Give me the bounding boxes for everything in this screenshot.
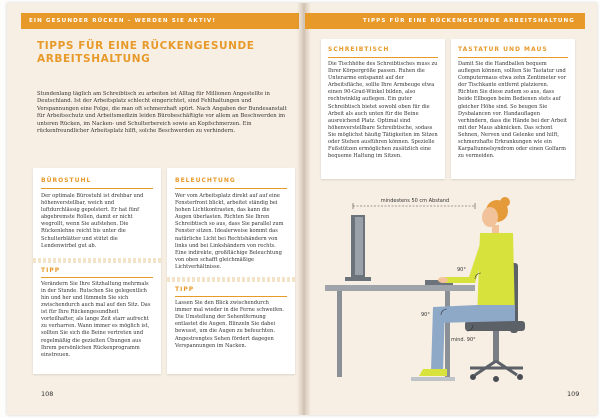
figure-thigh — [433, 305, 515, 323]
chair-base — [470, 361, 523, 375]
divider — [41, 277, 153, 278]
figure-shoe — [419, 369, 447, 376]
footrest — [411, 377, 455, 381]
card-heading: SCHREIBTISCH — [328, 46, 390, 53]
card-heading: BÜROSTUHL — [41, 177, 92, 184]
figure-hand — [438, 277, 448, 283]
tip-text: Verändern Sie Ihre Sitzhaltung mehrmals in der Stunde. Rutschen Sie gelegentlich hin und her und lümmeln Sie sich zwischendurch auch mal auf den Sitz. Das ist für Ihre Rückengesundheit vorteilhafter, als lange Zeit starr aufrecht zu verharren. Wann immer es möglich ist, sollten Sie sich die Beine vertreten und regelmäßig die gezielten Übungen aus Ihrem persönlichen Rückenprogramm einstreuen. — [41, 280, 151, 358]
page-number-right: 109 — [567, 390, 580, 398]
card-text: Der optimale Bürostuhl ist drehbar und höhenverstellbar, weich und luftdurchlässig gepolstert. Er hat fünf abgebremste Rollen, damit er nicht wegrollt, wenn Sie aufstehen. Die Rückenlehne reicht bis unter die Schulterblätter und stützt die Lendenwirbel gut ab. — [41, 193, 144, 249]
angle-label: mind. 90° — [451, 337, 476, 343]
card-buerostuhl — [33, 168, 161, 374]
card-text: Damit Sie die Handballen bequem auflegen können, sollten Sie Tastatur und Computermaus etwa zehn Zentimeter vor der Tischkante entfernt platzieren. Richten Sie diese zudem so aus, dass beide Ellbogen beim Bedienen stets auf gleicher Höhe sind. So beugen Sie Dysbalancen vor. Handauflagen verhindern, dass die Hände bei der Arbeit mit der Maus abknicken. Das schont Sehnen, Nerven und Gelenke und hilft, schmerzhafte Erkrankungen wie ein Karpaltunnelsyndrom oder einen Golfarm zu vermeiden. — [458, 61, 567, 160]
distance-label: mindestens 50 cm Abstand — [380, 198, 450, 204]
chair-seat — [465, 321, 525, 331]
right-page — [305, 3, 597, 415]
card-text: Wer vom Arbeitsplatz direkt auf auf eine Fensterfront blickt, arbeitet ständig bei hohen Lichtkontrasten, das kann die Augen überlasten. Richten Sie Ihren Schreibtisch so aus, dass Sie parallel zum Fenster sitzen. Idealerweise kommt das natürliche Licht bei Rechtshändern von links und bei Linkshändern von rechts. Eine indirekte, großflächige Beleuchtung von oben schafft gleichmäßige Lichtverhältnisse. — [175, 193, 284, 270]
title-line-2: ARBEITSHALTUNG — [37, 53, 151, 65]
open-book — [7, 3, 597, 415]
page-number-left: 108 — [41, 390, 54, 398]
figure-neck — [492, 225, 499, 233]
divider — [458, 57, 568, 58]
divider — [175, 188, 287, 189]
card-beleuchtung — [167, 168, 295, 374]
figure-shin — [431, 307, 445, 371]
figure-face — [482, 207, 498, 227]
desk-top — [325, 285, 475, 291]
divider — [41, 188, 153, 189]
divider — [328, 57, 438, 58]
chair-wheel — [470, 374, 476, 380]
desk-leg — [337, 291, 342, 377]
tip-text: Lassen Sie den Blick zwischendurch immer mal wieder in die Ferne schweifen. Die Umstellung der Sehentfernung entlastet die Augen. Blinzeln Sie dabei bewusst, um die Augen zu befeuchten. Angestrengtes Sehen fördert dagegen Verspannungen im Nacken. — [175, 300, 285, 349]
angle-label: 90° — [457, 267, 466, 273]
workstation-illustration — [315, 193, 585, 398]
chair-column — [493, 331, 499, 361]
monitor-screen — [355, 217, 363, 275]
left-running-header: EIN GESUNDER RÜCKEN – WERDEN SIE AKTIV! — [21, 13, 299, 29]
card-heading: TASTATUR UND MAUS — [458, 46, 548, 53]
card-text: Die Tischhöhe des Schreibtisches muss zu Ihrer Körpergröße passen. Ruhen die Unterarme entspannt auf der Arbeitsfläche, sollte Ihre Armbeuge etwa einen 90-Grad-Winkel bilden, also rechtwinklig auflegen. Ein guter Schreibtisch bietet sowohl oben für die Arbeit als auch unten für die Beine ausreichend Platz. Optimal sind höhenverstellbare Schreibtische, sodass Sie möglichst häufig Tätigkeiten im Sitzen oder Stehen ausführen können. Spezielle Fußstützen ermöglichen zusätzlich eine bequeme Haltung im Sitzen. — [328, 61, 438, 160]
chair-wheel — [493, 376, 499, 382]
figure-hair-bun — [500, 197, 510, 207]
tip-heading: TIPP — [41, 266, 61, 274]
intro-paragraph: Stundenlang täglich am Schreibtisch zu arbeiten ist Alltag für Millionen Angestellte in Deutschland. Ist der Arbeitsplatz schlecht eingerichtet, sind Fehlhaltungen und Verspannungen eine Folge, die man oft schmerzhaft spürt. Nach Angaben der Bundesanstalt für Arbeitsschutz und Arbeitsmedizin leiden Bürobeschäftigte vor allem an Beschwerden im unteren Rücken, im Nacken- und Schulterbereich sowie an Kopfschmerzen. Ein rückenfreundlicher Arbeitsplatz hilft, solche Beschwerden zu verhindern. — [37, 91, 287, 135]
page-title — [37, 40, 287, 66]
left-page — [7, 3, 299, 415]
angle-label: 90° — [421, 312, 430, 318]
card-heading: BELEUCHTUNG — [175, 177, 236, 184]
right-running-header: TIPPS FÜR EINE RÜCKENGESUNDE ARBEITSHALTUNG — [305, 13, 585, 29]
desk-leg — [445, 291, 450, 377]
title-line-1: TIPPS FÜR EINE RÜCKENGESUNDE — [37, 40, 255, 52]
divider — [175, 296, 287, 297]
card-tastatur-maus — [451, 39, 575, 179]
card-schreibtisch — [321, 39, 445, 179]
monitor-stand — [345, 277, 371, 281]
tip-heading: TIPP — [175, 286, 195, 294]
chair-wheel — [517, 374, 523, 380]
